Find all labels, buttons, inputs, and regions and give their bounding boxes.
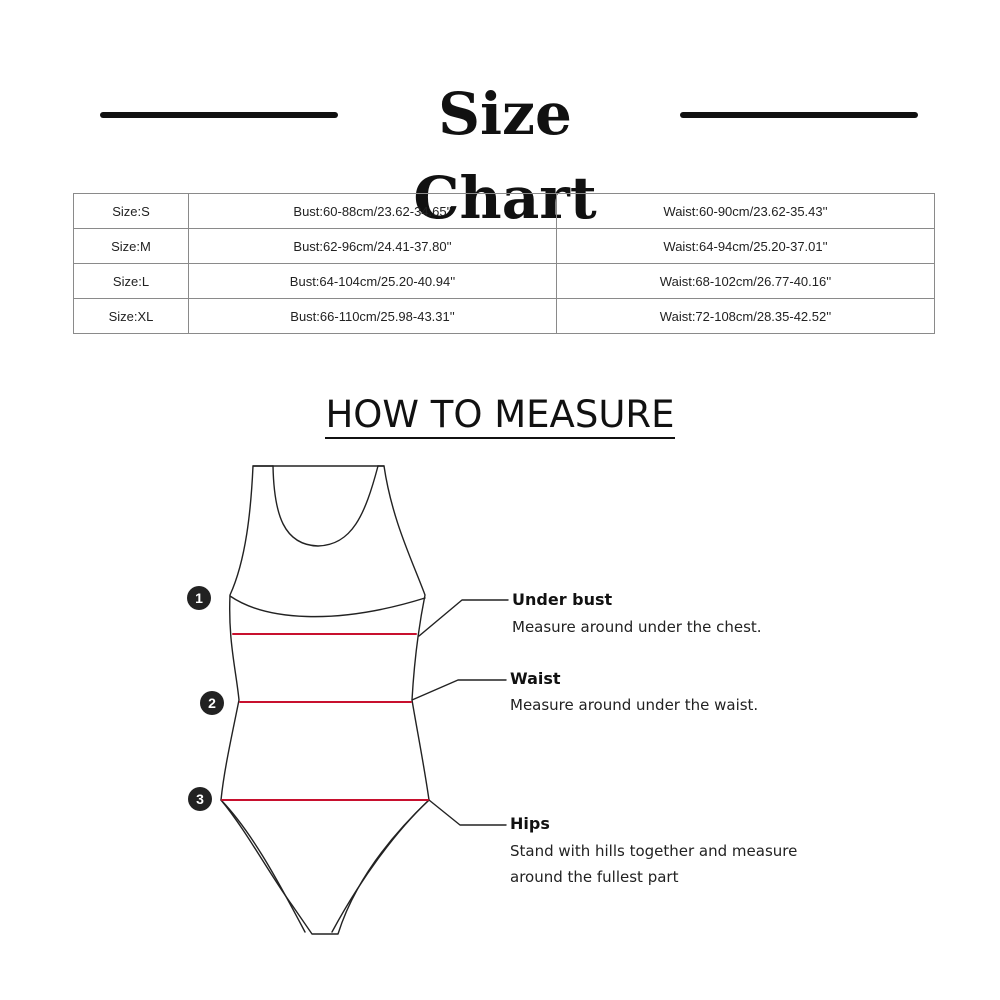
bust-cell: Bust:60-88cm/23.62-34.65'' (189, 194, 557, 229)
point-badge-2: 2 (200, 691, 224, 715)
size-cell: Size:XL (74, 299, 189, 334)
bust-cell: Bust:66-110cm/25.98-43.31'' (189, 299, 557, 334)
hips-description-line-2: around the fullest part (510, 868, 679, 886)
waist-cell: Waist:64-94cm/25.20-37.01'' (557, 229, 935, 264)
leader-line-waist (412, 680, 506, 700)
waist-description: Measure around under the waist. (510, 696, 759, 714)
point-badge-3: 3 (188, 787, 212, 811)
size-cell: Size:S (74, 194, 189, 229)
page-title: Size Chart (413, 80, 597, 232)
hips-label: Hips (510, 814, 550, 833)
bust-cell: Bust:62-96cm/24.41-37.80'' (189, 229, 557, 264)
waist-cell: Waist:72-108cm/28.35-42.52'' (557, 299, 935, 334)
underbust-label: Under bust (512, 590, 613, 609)
neckline (273, 466, 378, 546)
underbust-seam (230, 596, 425, 617)
bust-cell: Bust:64-104cm/25.20-40.94'' (189, 264, 557, 299)
waist-label: Waist (510, 669, 561, 688)
how-to-measure-heading-text: HOW TO MEASURE (325, 393, 674, 439)
underbust-description: Measure around under the chest. (512, 618, 762, 636)
leader-line-hips (429, 800, 506, 825)
swimsuit-outline (221, 466, 429, 934)
waist-cell: Waist:68-102cm/26.77-40.16'' (557, 264, 935, 299)
leg-seam-left (221, 800, 305, 932)
waist-cell: Waist:60-90cm/23.62-35.43'' (557, 194, 935, 229)
size-cell: Size:M (74, 229, 189, 264)
size-cell: Size:L (74, 264, 189, 299)
point-badge-1: 1 (187, 586, 211, 610)
leader-line-underbust (419, 600, 508, 636)
hips-description-line-1: Stand with hills together and measure (510, 842, 798, 860)
